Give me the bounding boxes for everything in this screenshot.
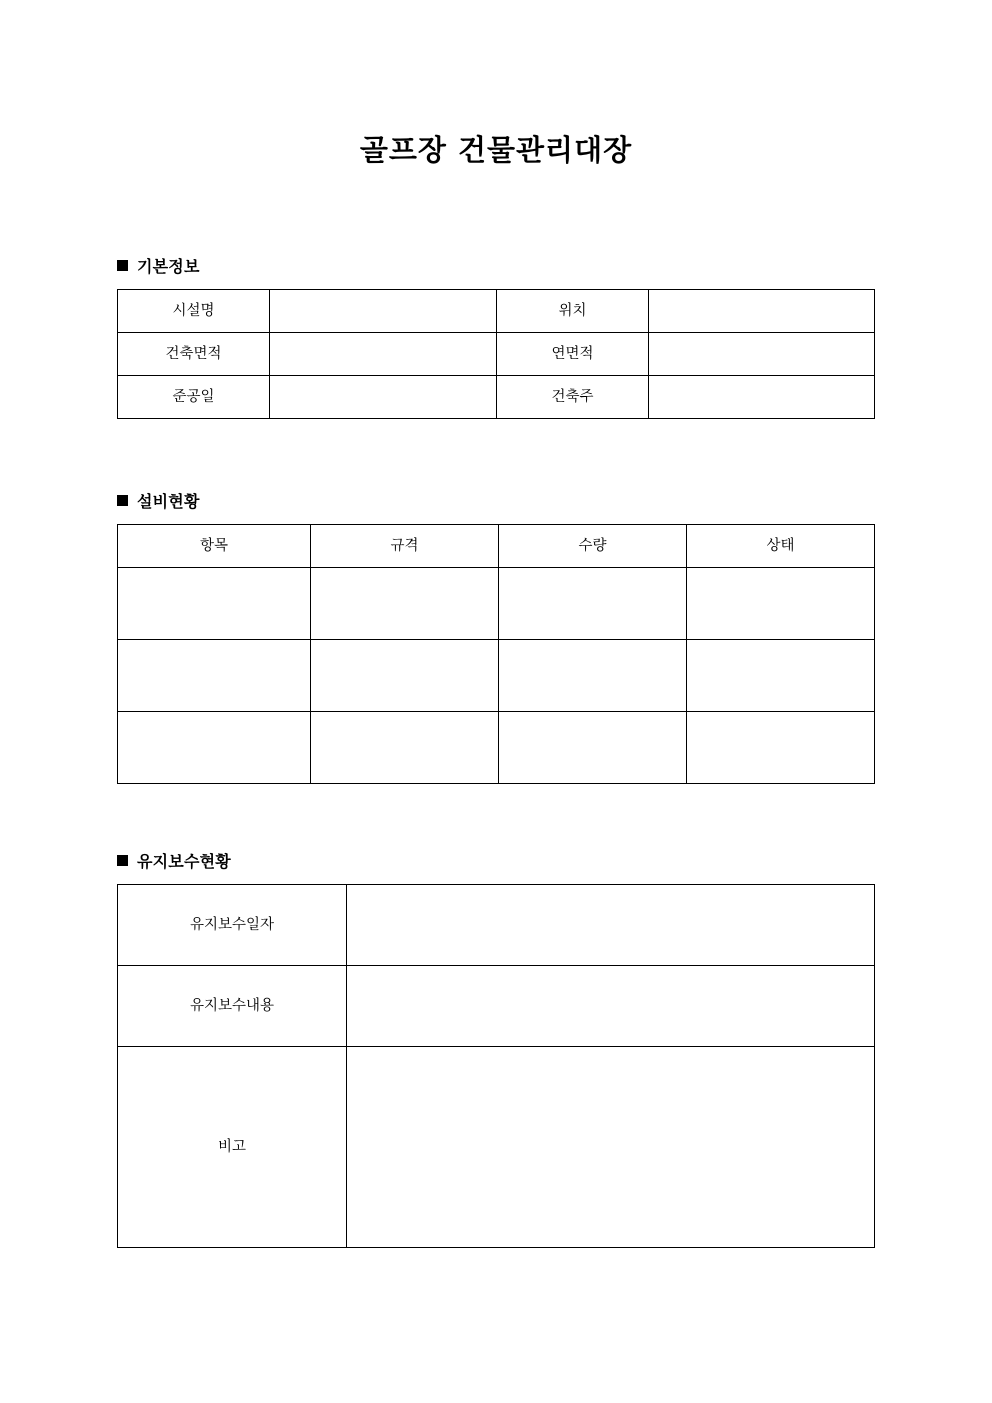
cell-quantity[interactable]	[499, 568, 687, 640]
cell-condition[interactable]	[687, 712, 875, 784]
cell-condition[interactable]	[687, 640, 875, 712]
square-bullet-icon	[117, 855, 128, 866]
cell-spec[interactable]	[311, 568, 499, 640]
table-row	[118, 1047, 875, 1248]
field-value-maintenance-details[interactable]	[347, 966, 875, 1047]
field-value-maintenance-date[interactable]	[347, 885, 875, 966]
section-heading-equipment-status-label: 설비현황	[137, 492, 200, 511]
section-heading-equipment-status	[117, 489, 200, 512]
cell-item[interactable]	[118, 712, 311, 784]
field-label-maintenance-date: 유지보수일자	[118, 885, 347, 966]
table-row	[118, 640, 875, 712]
field-value-building-area[interactable]	[270, 333, 497, 376]
field-value-location[interactable]	[649, 290, 875, 333]
field-value-remarks[interactable]	[347, 1047, 875, 1248]
field-label-location: 위치	[497, 290, 649, 333]
section-heading-basic-info-label: 기본정보	[137, 257, 200, 276]
maintenance-status-table	[117, 884, 875, 1248]
field-value-facility-name[interactable]	[270, 290, 497, 333]
cell-spec[interactable]	[311, 712, 499, 784]
square-bullet-icon	[117, 260, 128, 271]
field-label-total-floor-area: 연면적	[497, 333, 649, 376]
field-label-maintenance-details: 유지보수내용	[118, 966, 347, 1047]
page-title: 골프장 건물관리대장	[359, 133, 633, 167]
field-label-facility-name: 시설명	[118, 290, 270, 333]
field-value-building-owner[interactable]	[649, 376, 875, 419]
section-heading-maintenance-status-label: 유지보수현황	[137, 852, 231, 871]
section-heading-maintenance-status	[117, 849, 231, 872]
table-row	[118, 966, 875, 1047]
equipment-status-table	[117, 524, 875, 784]
table-header-row	[118, 525, 875, 568]
table-row	[118, 376, 875, 419]
column-header-condition: 상태	[687, 525, 875, 568]
cell-condition[interactable]	[687, 568, 875, 640]
table-row	[118, 712, 875, 784]
field-label-building-owner: 건축주	[497, 376, 649, 419]
cell-quantity[interactable]	[499, 640, 687, 712]
field-label-building-area: 건축면적	[118, 333, 270, 376]
cell-quantity[interactable]	[499, 712, 687, 784]
square-bullet-icon	[117, 495, 128, 506]
basic-info-table	[117, 289, 875, 419]
field-value-total-floor-area[interactable]	[649, 333, 875, 376]
field-value-completion-date[interactable]	[270, 376, 497, 419]
field-label-completion-date: 준공일	[118, 376, 270, 419]
table-row	[118, 290, 875, 333]
field-label-remarks: 비고	[118, 1047, 347, 1248]
cell-spec[interactable]	[311, 640, 499, 712]
column-header-quantity: 수량	[499, 525, 687, 568]
column-header-item: 항목	[118, 525, 311, 568]
column-header-spec: 규격	[311, 525, 499, 568]
table-row	[118, 885, 875, 966]
section-heading-basic-info	[117, 254, 200, 277]
cell-item[interactable]	[118, 640, 311, 712]
table-row	[118, 333, 875, 376]
table-row	[118, 568, 875, 640]
cell-item[interactable]	[118, 568, 311, 640]
